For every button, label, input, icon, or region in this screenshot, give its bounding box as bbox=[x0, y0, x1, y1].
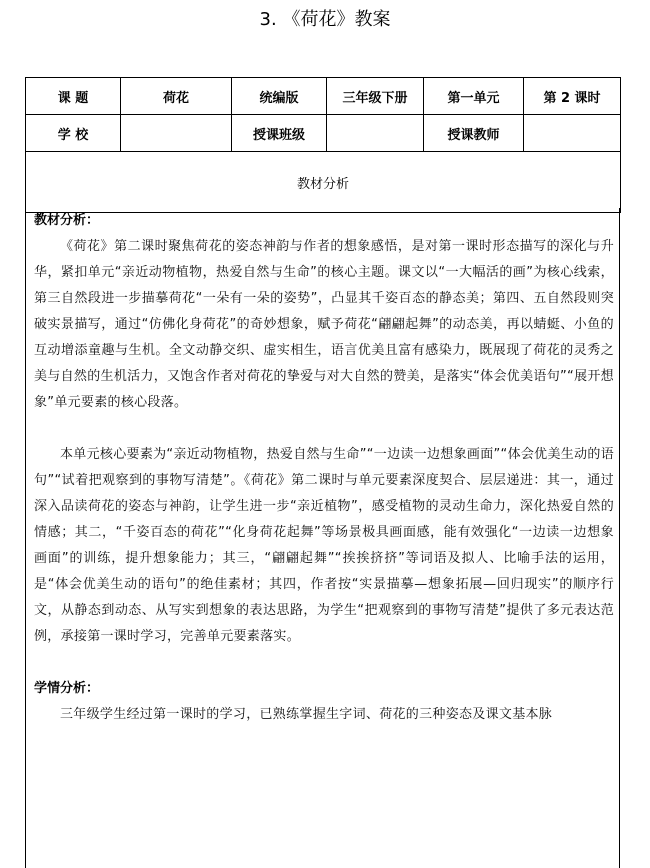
analysis-content bbox=[25, 208, 620, 868]
paragraph-gap bbox=[34, 650, 614, 676]
class-value bbox=[327, 115, 424, 152]
paragraph-gap bbox=[34, 416, 614, 442]
school-value bbox=[121, 115, 232, 152]
student-paragraph-1: 三年级学生经过第一课时的学习，已熟练掌握生字词、荷花的三种姿态及课文基本脉 bbox=[60, 707, 553, 722]
table-row bbox=[26, 115, 621, 152]
edition-cell: 统编版 bbox=[232, 78, 327, 115]
material-paragraph-1: 《荷花》第二课时聚焦荷花的姿态神韵与作者的想象感悟，是对第一课时形态描写的深化与升华，紧扣单元“亲近动物植物，热爱自然与生命”的核心主题。课文以“一大幅活的画”为核心线索，第三自然段进一步描摹荷花“一朵有一朵的姿势”，凸显其千姿百态的静态美；第四、五自然段则突破实景描写，通过“仿佛化身荷花”的奇妙想象，赋予荷花“翩翩起舞”的动态美，再以蜻蜓、小鱼的互动增添童趣与生机。全文动静交织、虚实相生，语言优美且富有感染力，既展现了荷花的灵秀之美与自然的生机活力，又饱含作者对荷花的挚爱与对大自然的赞美，是落实“体会优美语句”“展开想象”单元要素的核心段落。 bbox=[34, 239, 614, 410]
teacher-value bbox=[524, 115, 621, 152]
material-paragraph-2: 本单元核心要素为“亲近动物植物，热爱自然与生命”“一边读一边想象画面”“体会优美生动的语句”“试着把观察到的事物写清楚”。《荷花》第二课时与单元要素深度契合、层层递进：其一，通过深入品读荷花的姿态与神韵，让学生进一步“亲近植物”，感受植物的灵动生命力，深化热爱自然的情感；其二，“千姿百态的荷花”“化身荷花起舞”等场景极具画面感，能有效强化“一边读一边想象画面”的训练，提升想象能力；其三，“翩翩起舞”“挨挨挤挤”等词语及拟人、比喻手法的运用，是“体会优美生动的语句”的绝佳素材；其四，作者按“实景描摹—想象拓展—回归现实”的顺序行文，从静态到动态、从写实到想象的表达思路，为学生“把观察到的事物写清楚”提供了多元表达范例，承接第一课时学习，完善单元要素落实。 bbox=[34, 447, 614, 644]
class-label: 授课班级 bbox=[232, 115, 327, 152]
page-title: 3. 《荷花》教案 bbox=[259, 9, 391, 30]
subject-label: 课 题 bbox=[26, 78, 121, 115]
subject-value: 荷花 bbox=[121, 78, 232, 115]
unit-cell: 第一单元 bbox=[424, 78, 524, 115]
material-analysis-heading: 教材分析： bbox=[34, 213, 100, 228]
lesson-info-table bbox=[25, 77, 621, 213]
material-analysis-header: 教材分析 bbox=[26, 152, 621, 213]
lesson-hour-cell: 第 2 课时 bbox=[524, 78, 621, 115]
table-row bbox=[26, 152, 621, 213]
teacher-label: 授课教师 bbox=[424, 115, 524, 152]
grade-cell: 三年级下册 bbox=[327, 78, 424, 115]
student-analysis-heading: 学情分析： bbox=[34, 681, 100, 696]
school-label: 学 校 bbox=[26, 115, 121, 152]
table-row bbox=[26, 78, 621, 115]
